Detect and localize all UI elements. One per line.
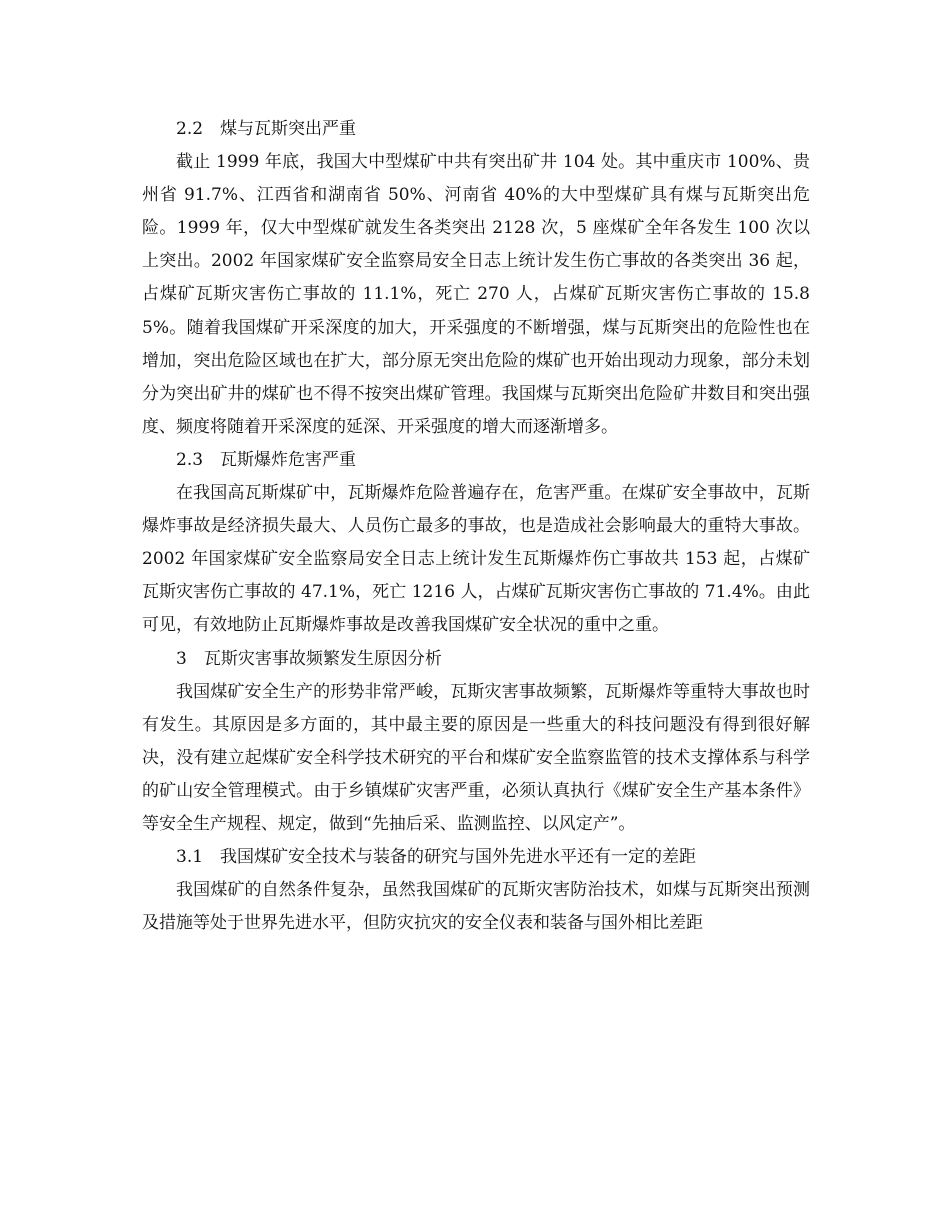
section-paragraph-3: 我国煤矿安全生产的形势非常严峻，瓦斯灾害事故频繁，瓦斯爆炸等重特大事故也时有发生。其原因是多方面的，其中最主要的原因是一些重大的科技问题没有得到很好解决，没有建立起煤矿安全科学技术研究的平台和煤矿安全监察监管的技术支撑体系与科学的矿山安全管理模式。由于乡镇煤矿灾害严重，必须认真执行《煤矿安全生产基本条件》等安全生产规程、规定，做到“先抽后采、监测监控、以风定产”。 — [142, 681, 810, 834]
section-paragraph-2-2: 截止 1999 年底，我国大中型煤矿中共有突出矿井 104 处。其中重庆市 100%、贵州省 91.7%、江西省和湖南省 50%、河南省 40%的大中型煤矿具有煤与瓦斯突出危险。1999 年，仅大中型煤矿就发生各类突出 2128 次，5 座煤矿全年各发生 100 次以上突出。2002 年国家煤矿安全监察局安全日志上统计发生伤亡事故的各类突出 36 起，占煤矿瓦斯灾害伤亡事故的 11.1%，死亡 270 人，占煤矿瓦斯灾害伤亡事故的 15.85%。随着我国煤矿开采深度的加大，开采强度的不断增强，煤与瓦斯突出的危险性也在增加，突出危险区域也在扩大，部分原无突出危险的煤矿也开始出现动力现象，部分未划分为突出矿井的煤矿也不得不按突出煤矿管理。我国煤与瓦斯突出危险矿井数目和突出强度、频度将随着开采深度的延深、开采强度的增大而逐渐增多。 — [142, 152, 810, 437]
section-heading-3: 3 瓦斯灾害事故频繁发生原因分析 — [176, 648, 442, 669]
section-paragraph-3-1: 我国煤矿的自然条件复杂，虽然我国煤矿的瓦斯灾害防治技术，如煤与瓦斯突出预测及措施等处于世界先进水平，但防灾抗灾的安全仪表和装备与国外相比差距 — [142, 880, 810, 934]
section-heading-2-3: 2.3 瓦斯爆炸危害严重 — [176, 449, 357, 470]
document-body — [142, 113, 810, 940]
section-paragraph-2-3: 在我国高瓦斯煤矿中，瓦斯爆炸危险普遍存在，危害严重。在煤矿安全事故中，瓦斯爆炸事故是经济损失最大、人员伤亡最多的事故，也是造成社会影响最大的重特大事故。2002 年国家煤矿安全监察局安全日志上统计发生瓦斯爆炸伤亡事故共 153 起，占煤矿瓦斯灾害伤亡事故的 47.1%，死亡 1216 人，占煤矿瓦斯灾害伤亡事故的 71.4%。由此可见，有效地防止瓦斯爆炸事故是改善我国煤矿安全状况的重中之重。 — [142, 483, 810, 636]
section-heading-3-1: 3.1 我国煤矿安全技术与装备的研究与国外先进水平还有一定的差距 — [176, 847, 697, 868]
section-heading-2-2: 2.2 煤与瓦斯突出严重 — [176, 119, 357, 139]
